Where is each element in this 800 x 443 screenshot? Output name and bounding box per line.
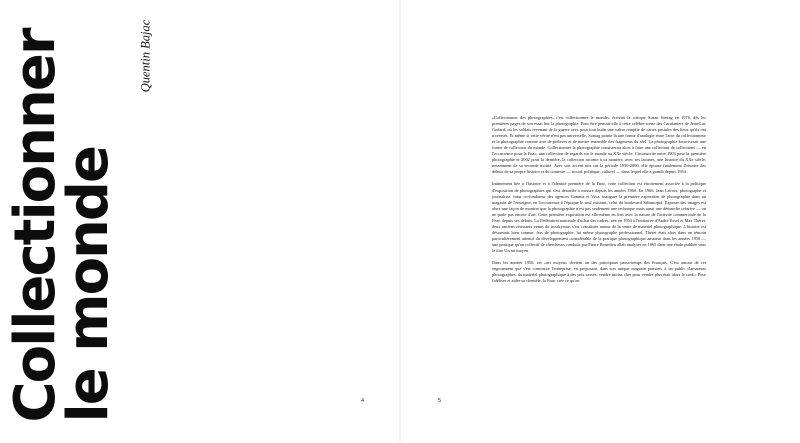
paragraph: Intimement liée à l'histoire et à l'identité première de la Fnac, cette collection est étroitement associée à la politique d'exposition de photographies qui s'est déroulée à mesure depuis les années 1960. En 1966, Jean Lavoix, photographe et journaliste, futur co-fondateur des agences Gamma et Viva, inaugure la première exposition de photographie dans un magasin de l'enseigne, en l'occurrence à l'époque le seul existant, celui du boulevard Sébastopol. Exposer des images est alors une façon de montrer que la photographie n'est pas seulement une technique mais aussi une démarche créative — on ne parle pas encore d'art. Cette première exposition est elle-même en lien avec la nature de l'activité commerciale de la Fnac depuis ses débuts. La Fédération nationale d'achat des cadres, née en 1954 à l'initiative d'André Essel et Max Théret, deux anciens résistants venus du trotskysme, s'est constituée autour de la vente de matériel photographique. L'histoire est désormais bien connue: fers de photographie, lui même photographe professionnel, Théret était alors dans un témoin particulièrement attentif du développement considérable de la pratique photographique amateur dans les années 1950 — une pratique qu'un collectif de chercheurs conduits par Pierre Bourdieu allait analyser en 1965 dans une étude publiée sous le titre Un art moyen.	[492, 181, 706, 253]
paragraph: Dans les années 1950, cet «art moyen» devient un des principaux passe-temps des Français. C'est autour de cet engouement que s'est construite l'entreprise, en proposant, dans son unique magasin parisien, à un public d'amateurs photographes, du matériel photographique à des prix cassés: vendre moins cher pour vendre plus était alors le credo. Pour fidéliser et aider sa clientèle, la Fnac crée ce qu'on	[492, 260, 706, 284]
body-text	[492, 115, 706, 290]
right-page	[401, 0, 800, 443]
page-number-left: 4	[361, 398, 365, 404]
book-title-line-2: le monde	[56, 147, 121, 423]
author-name: Quentin Bajac	[138, 19, 153, 93]
page-number-right: 5	[438, 398, 442, 404]
paragraph: «Collectionner des photographies, c'est collectionner le monde» écrivait la critique Susan Sontag en 1976, dès les premières pages de son essai Sur la photographie. Pour être pensait-elle à cette célèbre scène des Carabiniers de Jean-Luc Godard, où les soldats revenant de la guerre avec pour tout butin une valise remplie de cartes postales des lieux qu'ils ont traversés. Et même si cette vérité n'est pas universelle, Sontag pointe là une forme d'analogie entre l'acte du collectionneur et la photographie comme acte de prélever et de mettre ensemble des fragments du réel. La photographie favoriserait une forme de collection du monde. Collectionner la photographie consisterait alors à faire une collection de collections — en l'occurrence pour la Fnac, une collection de regards sur le monde au XXe siècle. Circonscrite entre 1903 pour la première photographie et 2002 pour la dernière, la collection raconte à sa manière, avec ses lacunes, une histoire du XXe siècle, notamment de sa seconde moitié. Avec son accent mis sur la période 1950-2000, elle épouse finalement l'histoire des débuts de sa propre histoire et du contexte — social, politique, culturel — dans lequel elle a grandi depuis 1954.	[492, 115, 706, 175]
book-title	[3, 29, 121, 423]
book-title-line-1: Collectionner	[3, 29, 68, 423]
left-page	[0, 0, 399, 443]
